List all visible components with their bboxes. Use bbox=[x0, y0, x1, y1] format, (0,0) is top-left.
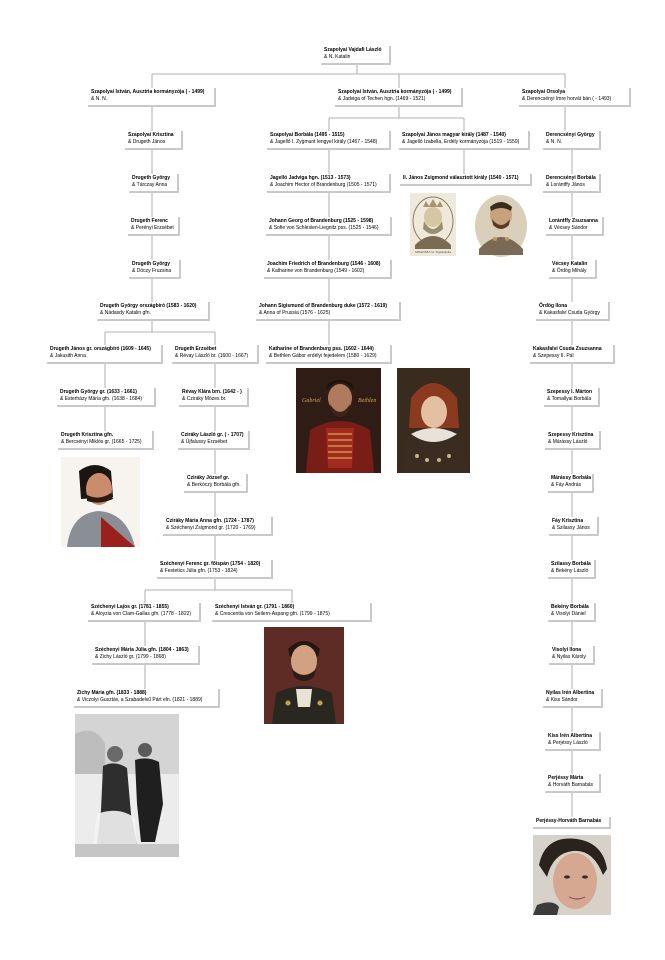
person-name: Drugeth János gr. országbíró (1609 - 1645) bbox=[50, 346, 151, 352]
person-name: Perjéssy-Horváth Barnabás bbox=[536, 818, 602, 824]
person-name: Joachim Friedrich of Brandenburg (1546 - 1608) bbox=[267, 261, 381, 267]
person-drugeth-gyorgy-orszagbiro[interactable] bbox=[97, 302, 210, 321]
person-szapolyai-janos-kiraly[interactable] bbox=[399, 131, 530, 150]
spouse-name: & Szilassy János bbox=[552, 525, 590, 531]
person-name: Drugeth Ferenc bbox=[131, 218, 168, 224]
spouse-name: & Újfalussy Erzsébet bbox=[181, 439, 228, 445]
person-szechenyi-ferenc[interactable] bbox=[157, 560, 273, 579]
person-nyilas-iren-albertina[interactable] bbox=[543, 689, 603, 708]
person-bekeny-borbala[interactable] bbox=[548, 603, 596, 622]
person-derencsenyi-gyorgy[interactable] bbox=[543, 131, 601, 150]
spouse-name: & Joachim Hector of Brandenburg (1505 - 1571) bbox=[270, 182, 377, 188]
person-name: Szapolyai István, Ausztria kormányzója ( - 1499) bbox=[91, 89, 205, 95]
person-name: Drugeth Erzsébet bbox=[175, 346, 217, 352]
person-drugeth-gyorgy-2[interactable] bbox=[129, 260, 181, 279]
person-perjessy-horvath-barnabas[interactable] bbox=[533, 817, 611, 829]
spouse-name: & Kakasfalvi Csuda György bbox=[539, 310, 600, 316]
person-name: Cziráky József gr. bbox=[187, 475, 230, 481]
person-name: Johann Sigismund of Brandenburg duke (1572 - 1619) bbox=[259, 303, 388, 309]
person-cziraky-laszlo[interactable] bbox=[178, 431, 250, 450]
person-derencsenyi-borbala[interactable] bbox=[543, 174, 601, 193]
person-name: Kiss Irén Albertina bbox=[548, 733, 592, 739]
king-portrait-caption: JOHANNES Sz. Sigismundus bbox=[414, 250, 452, 254]
spouse-name: & Viczolyi Gusztáv, a Szabadelvű Párt eln. (1821 - 1889) bbox=[77, 697, 203, 703]
person-name: Drugeth Krisztina gfn. bbox=[61, 432, 114, 438]
spouse-name: & Sofie von Schlesien-Liegnitz pss. (1525 - 1546) bbox=[269, 225, 379, 231]
person-name: Cziráky László gr. ( - 1707) bbox=[181, 432, 244, 438]
person-drugeth-erzsebet[interactable] bbox=[172, 345, 259, 364]
spouse-name: & Bethlen Gábor erdélyi fejedelem (1580 - 1629) bbox=[269, 353, 377, 359]
spouse-name: & Kiss Sándor bbox=[546, 697, 578, 703]
person-drugeth-gyorgy-1[interactable] bbox=[129, 174, 179, 193]
spouse-name: & Tárczay Anna bbox=[132, 182, 168, 188]
spouse-name: & Fáy András bbox=[551, 482, 582, 488]
person-name: Szapolyai Orsolya bbox=[522, 89, 566, 95]
spouse-name: & Bercsényi Miklós gr. (1665 - 1725) bbox=[61, 439, 142, 445]
person-name: Cziráky Mária Anna gfn. (1724 - 1787) bbox=[166, 518, 254, 524]
person-name: Szepessy I. Márton bbox=[547, 389, 593, 395]
spouse-name: & Visolyi Dániel bbox=[551, 611, 586, 617]
person-name: Bekény Borbála bbox=[551, 604, 589, 610]
person-name: Széchenyi Mária Júlia gfn. (1804 - 1863) bbox=[95, 647, 189, 653]
person-name: Révay Klára brn. (1642 - ) bbox=[182, 389, 242, 395]
spouse-name: & Révay László br. (1600 - 1667) bbox=[175, 353, 249, 359]
person-katharine-of-brandenburg[interactable] bbox=[266, 345, 392, 364]
spouse-name: & Szepessy II. Pál bbox=[533, 353, 574, 359]
person-szapolyai-istvan-2[interactable] bbox=[335, 88, 463, 107]
couple-photo bbox=[75, 714, 179, 857]
spouse-name: & Jadviga of Techen hgn. (1469 - 1521) bbox=[338, 96, 426, 102]
person-ii-janos-zsigmond[interactable] bbox=[400, 174, 532, 186]
person-name: Drugeth György bbox=[132, 261, 171, 267]
person-name: Drugeth György bbox=[132, 175, 171, 181]
person-perjessy-marta[interactable] bbox=[545, 774, 601, 793]
person-szilassy-borbala[interactable] bbox=[548, 560, 596, 579]
person-szapolyai-krisztina[interactable] bbox=[125, 131, 183, 150]
spouse-name: & Festetics Júlia gfn. (1753 - 1824) bbox=[160, 568, 238, 574]
person-name: Zichy Mária gfn. (1833 - 1888) bbox=[77, 690, 147, 696]
spouse-name: & Bekény László bbox=[551, 568, 589, 574]
person-szapolyai-orsolya[interactable] bbox=[519, 88, 631, 107]
person-name: Perjéssy Márta bbox=[548, 775, 584, 781]
person-szechenyi-istvan[interactable] bbox=[212, 603, 372, 622]
bercsenyi-portrait bbox=[61, 457, 140, 547]
person-name: Katharine of Brandenburg pss. (1602 - 1644) bbox=[269, 346, 374, 352]
spouse-name: & Jagelló I. Zygmunt lengyel király (1467 - 1548) bbox=[270, 139, 378, 145]
person-szechenyi-lajos[interactable] bbox=[88, 603, 201, 622]
person-vecsey-katalin[interactable] bbox=[549, 260, 597, 279]
spouse-name: & N. N. bbox=[91, 96, 108, 102]
bethlen-gabor-portrait bbox=[296, 368, 381, 473]
lady-portrait bbox=[397, 368, 470, 473]
person-szapolyai-istvan-1[interactable] bbox=[88, 88, 216, 107]
person-name: Derencsényi György bbox=[546, 132, 595, 138]
person-johann-georg[interactable] bbox=[266, 217, 392, 236]
nobleman-portrait bbox=[473, 193, 529, 259]
person-name: Szilassy Borbála bbox=[551, 561, 591, 567]
person-fay-krisztina[interactable] bbox=[549, 517, 599, 536]
spouse-name: & Horváth Barnabás bbox=[548, 782, 594, 788]
svg-text:Bethlen: Bethlen bbox=[358, 398, 377, 404]
spouse-name: & Zichy László gr. (1799 - 1868) bbox=[95, 654, 166, 660]
person-cziraky-maria-anna[interactable] bbox=[163, 517, 273, 536]
person-name: Szapolyai István, Ausztria kormányzója ( - 1499) bbox=[338, 89, 452, 95]
king-portrait bbox=[410, 193, 456, 256]
spouse-name: & Nyilas Károly bbox=[552, 654, 586, 660]
person-name: Széchenyi Lajos gr. (1781 - 1855) bbox=[91, 604, 169, 610]
spouse-name: & Nádasdy Katalin gfn. bbox=[100, 310, 151, 316]
person-name: Szapolyai Krisztina bbox=[128, 132, 174, 138]
spouse-name: & Berkóczy Borbála gfn. bbox=[187, 482, 241, 488]
person-name: Ördög Ilona bbox=[539, 303, 568, 309]
spouse-name: & Derencsényi Imre horvát bán ( - 1493) bbox=[522, 96, 612, 102]
spouse-name: & Esterházy Mária gfn. (1638 - 1684) bbox=[60, 396, 142, 402]
person-lorantffy-zsuzsanna[interactable] bbox=[546, 217, 604, 236]
person-joachim-friedrich[interactable] bbox=[264, 260, 392, 279]
person-ordog-ilona[interactable] bbox=[536, 302, 610, 321]
spouse-name: & Tomallyai Borbála bbox=[547, 396, 592, 402]
person-visolyi-ilona[interactable] bbox=[549, 646, 595, 665]
person-name: Szapolyai Vajdafi László bbox=[324, 47, 382, 53]
person-drugeth-krisztina[interactable] bbox=[58, 431, 154, 450]
person-cziraky-jozsef[interactable] bbox=[184, 474, 248, 493]
spouse-name: & Dóczy Fruzsina bbox=[132, 268, 172, 274]
spouse-name: & Katharine von Brandenburg (1549 - 1602) bbox=[267, 268, 365, 274]
spouse-name: & Perényi Erzsébet bbox=[131, 225, 174, 231]
person-name: Szepessy Krisztina bbox=[548, 432, 594, 438]
person-drugeth-gyorgy-gr[interactable] bbox=[57, 388, 156, 407]
person-name: Szapolyai Borbála (1495 - 1515) bbox=[270, 132, 345, 138]
spouse-name: & N. N. bbox=[546, 139, 563, 145]
person-name: Nyilas Irén Albertina bbox=[546, 690, 595, 696]
spouse-name: & Vécsey Sándor bbox=[549, 225, 588, 231]
spouse-name: & Lorántffy János bbox=[546, 182, 585, 188]
person-szapolyai-vajdafi-laszlo[interactable] bbox=[321, 46, 391, 65]
person-name: Jagelló Jadviga hgn. (1513 - 1573) bbox=[270, 175, 351, 181]
person-name: Derencsényi Borbála bbox=[546, 175, 596, 181]
person-name: Visolyi Ilona bbox=[552, 647, 582, 653]
person-name: Drugeth György gr. (1633 - 1661) bbox=[60, 389, 137, 395]
person-zichy-maria[interactable] bbox=[74, 689, 220, 708]
spouse-name: & Aloyzia von Clam-Gallas gfn. (1778 - 1822) bbox=[91, 611, 192, 617]
person-drugeth-janos[interactable] bbox=[47, 345, 163, 364]
spouse-name: & Jakusith Anna bbox=[50, 353, 86, 359]
person-kakasfalvi-csuda-zsuzsanna[interactable] bbox=[530, 345, 615, 364]
spouse-name: & Drugeth János bbox=[128, 139, 166, 145]
person-kiss-iren-albertina[interactable] bbox=[545, 732, 601, 751]
person-name: Lorántffy Zsuzsanna bbox=[549, 218, 598, 224]
szechenyi-istvan-portrait bbox=[264, 627, 344, 724]
person-szepessy-krisztina[interactable] bbox=[545, 431, 601, 450]
person-szepessy-marton[interactable] bbox=[544, 388, 600, 407]
person-johann-sigismund[interactable] bbox=[256, 302, 401, 321]
person-name: Drugeth György országbíró (1583 - 1620) bbox=[100, 303, 197, 309]
spouse-name: & Cziráky Mózes br. bbox=[182, 396, 227, 402]
person-name: Széchenyi István gr. (1791 - 1860) bbox=[215, 604, 295, 610]
spouse-name: & Széchenyi Zsigmond gr. (1720 - 1769) bbox=[166, 525, 256, 531]
person-szechenyi-maria-julia[interactable] bbox=[92, 646, 200, 665]
person-name: Fáy Krisztina bbox=[552, 518, 584, 524]
person-jagello-jadviga[interactable] bbox=[267, 174, 391, 193]
person-name: Márássy Borbála bbox=[551, 475, 592, 481]
person-name: Kakasfalvi Csuda Zsuzsanna bbox=[533, 346, 602, 352]
spouse-name: & Perjéssy László bbox=[548, 740, 588, 746]
spouse-name: & N. Katalin bbox=[324, 54, 351, 60]
person-szapolyai-borbala[interactable] bbox=[267, 131, 391, 150]
spouse-name: & Ördög Mihály bbox=[552, 268, 587, 274]
spouse-name: & Anna of Prussia (1576 - 1625) bbox=[259, 310, 331, 316]
svg-text:Gabriel: Gabriel bbox=[302, 398, 321, 404]
person-marassy-borbala[interactable] bbox=[548, 474, 594, 493]
person-name: Széchenyi Ferenc gr. főispán (1754 - 1820) bbox=[160, 561, 261, 567]
person-revay-klara[interactable] bbox=[179, 388, 249, 407]
person-name: II. János Zsigmond választott király (1540 - 1571) bbox=[403, 175, 519, 181]
person-name: Szapolyai János magyar király (1487 - 1540) bbox=[402, 132, 506, 138]
spouse-name: & Crescentia von Seilern-Aspang gfn. (1799 - 1875) bbox=[215, 611, 330, 617]
person-name: Johann Georg of Brandenburg (1525 - 1598) bbox=[269, 218, 374, 224]
man-photo bbox=[533, 835, 611, 915]
spouse-name: & Jagelló Izabella, Erdély kormányzója (1519 - 1559) bbox=[402, 139, 520, 145]
person-name: Vécsey Katalin bbox=[552, 261, 588, 267]
person-drugeth-ferenc[interactable] bbox=[128, 217, 180, 236]
spouse-name: & Márássy László bbox=[548, 439, 588, 445]
